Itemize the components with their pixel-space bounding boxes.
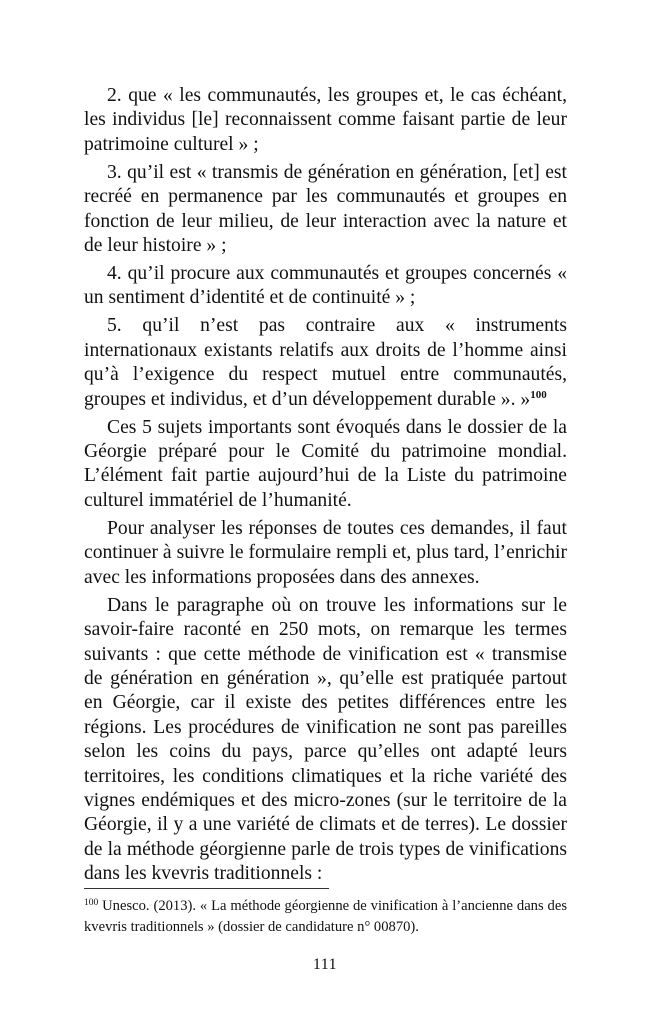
paragraph-item-4: 4. qu’il procure aux communautés et groupes concernés « un sentiment d’identité et de continuité » ; xyxy=(84,263,567,309)
footnote xyxy=(84,896,567,938)
paragraph-item-2: 2. que « les communautés, les groupes et, le cas échéant, les individus [le] reconnaissent comme faisant partie de leur patrimoine culturel » ; xyxy=(84,85,567,155)
paragraph-item-3: 3. qu’il est « transmis de génération en génération, [et] est recréé en permanence par les communautés et groupes en fonction de leur milieu, de leur interaction avec la nature et de leur histoire » ; xyxy=(84,161,567,257)
footnote-number: 100 xyxy=(84,898,99,908)
paragraph-item-5 xyxy=(84,314,567,412)
page-body xyxy=(84,84,567,887)
paragraph-item-5-text: 5. qu’il n’est pas contraire aux « instruments internationaux existants relatifs aux droits de l’homme ainsi qu’à l’exigence du respect mutuel entre communautés, groupes et individus, et d’un développement durable ». » xyxy=(84,315,567,410)
paragraph-analysis: Pour analyser les réponses de toutes ces demandes, il faut continuer à suivre le formulaire rempli et, plus tard, l’enrichir avec les informations proposées dans des annexes. xyxy=(84,517,567,588)
page-number: 111 xyxy=(312,956,338,973)
paragraph-savoir-faire: Dans le paragraphe où on trouve les informations sur le savoir-faire raconté en 250 mots, on remarque les termes suivants : que cette méthode de vinification est « transmise de génération en génération », qu’elle est pratiquée partout en Géorgie, car il existe des petites différences entre les régions. Les procédures de vinification ne sont pas pareilles selon les coins du pays, parce qu’elles ont adapté leurs territoires, les conditions climatiques et la riche variété des vignes endémiques et des micro-zones (sur le territoire de la Géorgie, il y a une variété de climats et de terres). Le dossier de la méthode géorgienne parle de trois types de vinifications dans les kvevris traditionnels : xyxy=(84,594,567,885)
footnote-text: Unesco. (2013). « La méthode géorgienne de vinification à l’ancienne dans des kvevris traditionnels » (dossier de candidature n° 00870). xyxy=(84,898,567,935)
footnote-reference[interactable]: 100 xyxy=(530,388,547,401)
paragraph-five-subjects: Ces 5 sujets importants sont évoqués dans le dossier de la Géorgie préparé pour le Comité du patrimoine mondial. L’élément fait partie aujourd’hui de la Liste du patrimoine culturel immatériel de l’humanité. xyxy=(84,416,567,511)
footnote-divider xyxy=(84,888,329,889)
